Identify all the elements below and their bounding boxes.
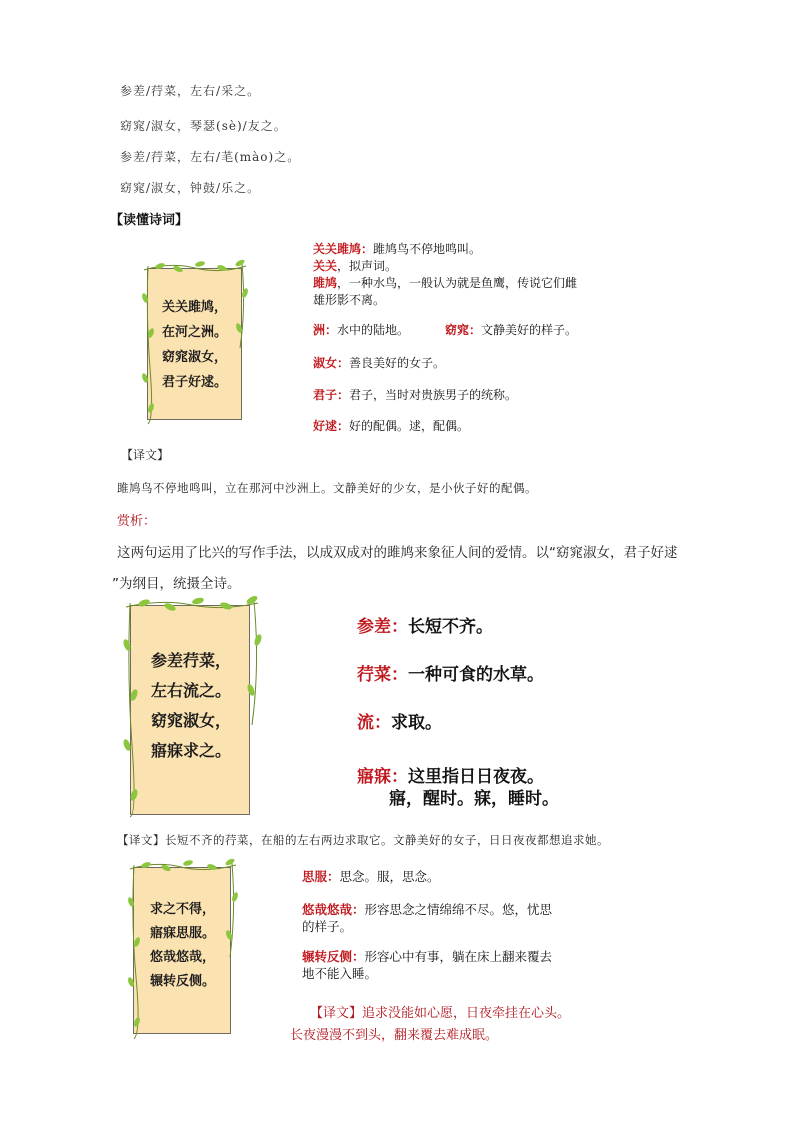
- note-haoqiu: 好逑：好的配偶。逑，配偶。: [313, 419, 470, 433]
- stanza3-line-4: 辗转反侧。: [150, 974, 216, 989]
- note-jujiu: 雎鸠，一种水鸟，一般认为就是鱼鹰，传说它们雌: [313, 276, 578, 290]
- note-wumei-cont: 寤，醒时。寐，睡时。: [389, 789, 559, 809]
- recite-line-3: 参差/荇菜，左右/芼(mào)之。: [120, 150, 301, 164]
- stanza1-line-1: 关关雎鸠，: [162, 300, 228, 315]
- vine-decoration-icon: [126, 857, 241, 1042]
- note-xingcai: 荇菜：一种可食的水草。: [357, 665, 544, 685]
- note-guanguan: 关关，拟声词。: [313, 259, 398, 273]
- stanza2-line-4: 寤寐求之。: [151, 741, 232, 760]
- translation-3-line-1: 【译文】追求没能如心愿，日夜牵挂在心头。: [310, 1006, 571, 1021]
- appreciation-line-1: 这两句运用了比兴的写作手法，以成双成对的雎鸠来象征人间的爱情。以“窈窕淑女，君子好逑: [117, 545, 678, 561]
- translation-3-line-2: 长夜漫漫不到头，翻来覆去难成眠。: [290, 1028, 499, 1043]
- note-sifu: 思服：思念。服，思念。: [302, 869, 440, 884]
- stanza1-line-3: 窈窕淑女，: [162, 350, 228, 365]
- stanza1-line-2: 在河之洲。: [162, 325, 228, 340]
- stanza2-line-2: 左右流之。: [151, 681, 232, 700]
- note-jujiu-cont: 雄形影不离。: [313, 293, 386, 307]
- note-cenci: 参差：长短不齐。: [357, 617, 493, 637]
- translation-label-1: 【译文】: [121, 448, 170, 462]
- recite-line-1: 参差/荇菜，左右/采之。: [120, 84, 261, 98]
- note-yaotiao: 窈窕：文静美好的样子。: [445, 323, 578, 337]
- translation-2: 【译文】长短不齐的荇菜，在船的左右两边求取它。文静美好的女子，日日夜夜都想追求她。: [117, 833, 609, 847]
- recite-line-4: 窈窕/淑女，钟鼓/乐之。: [120, 181, 261, 195]
- stanza2-line-3: 窈窕淑女，: [151, 711, 232, 730]
- note-zhou: 洲：水中的陆地。: [313, 323, 410, 337]
- note-youzai: 悠哉悠哉：形容思念之情绵绵不尽。悠，忧思 的样子。: [302, 902, 553, 934]
- translation-1: 雎鸠鸟不停地鸣叫，立在那河中沙洲上。文静美好的少女，是小伙子好的配偶。: [117, 481, 537, 495]
- note-junzi: 君子：君子，当时对贵族男子的统称。: [313, 388, 518, 402]
- stanza3-line-2: 寤寐思服。: [150, 926, 216, 941]
- stanza3-line-1: 求之不得，: [150, 902, 216, 917]
- note-guanguanjujiu: 关关雎鸠：雎鸠鸟不停地鸣叫。: [313, 242, 482, 256]
- section-heading: 【读懂诗词】: [110, 213, 189, 228]
- appreciation-label: 赏析：: [117, 514, 157, 529]
- note-wumei: 寤寐：这里指日日夜夜。: [357, 767, 544, 787]
- vine-decoration-icon: [140, 258, 250, 428]
- note-liu: 流：求取。: [357, 713, 442, 733]
- stanza2-line-1: 参差荇菜，: [151, 651, 232, 670]
- appreciation-line-2: ”为纲目，统摄全诗。: [112, 576, 241, 592]
- note-zhanzhuan: 辗转反侧：形容心中有事，躺在床上翻来覆去 地不能入睡。: [302, 949, 553, 981]
- stanza3-line-3: 悠哉悠哉，: [150, 950, 216, 965]
- vine-decoration-icon: [122, 595, 262, 820]
- recite-line-2: 窈窕/淑女，琴瑟(sè)/友之。: [120, 119, 287, 133]
- stanza1-notes: [313, 241, 577, 309]
- note-shunv: 淑女：善良美好的女子。: [313, 356, 446, 370]
- stanza1-line-4: 君子好逑。: [162, 375, 228, 390]
